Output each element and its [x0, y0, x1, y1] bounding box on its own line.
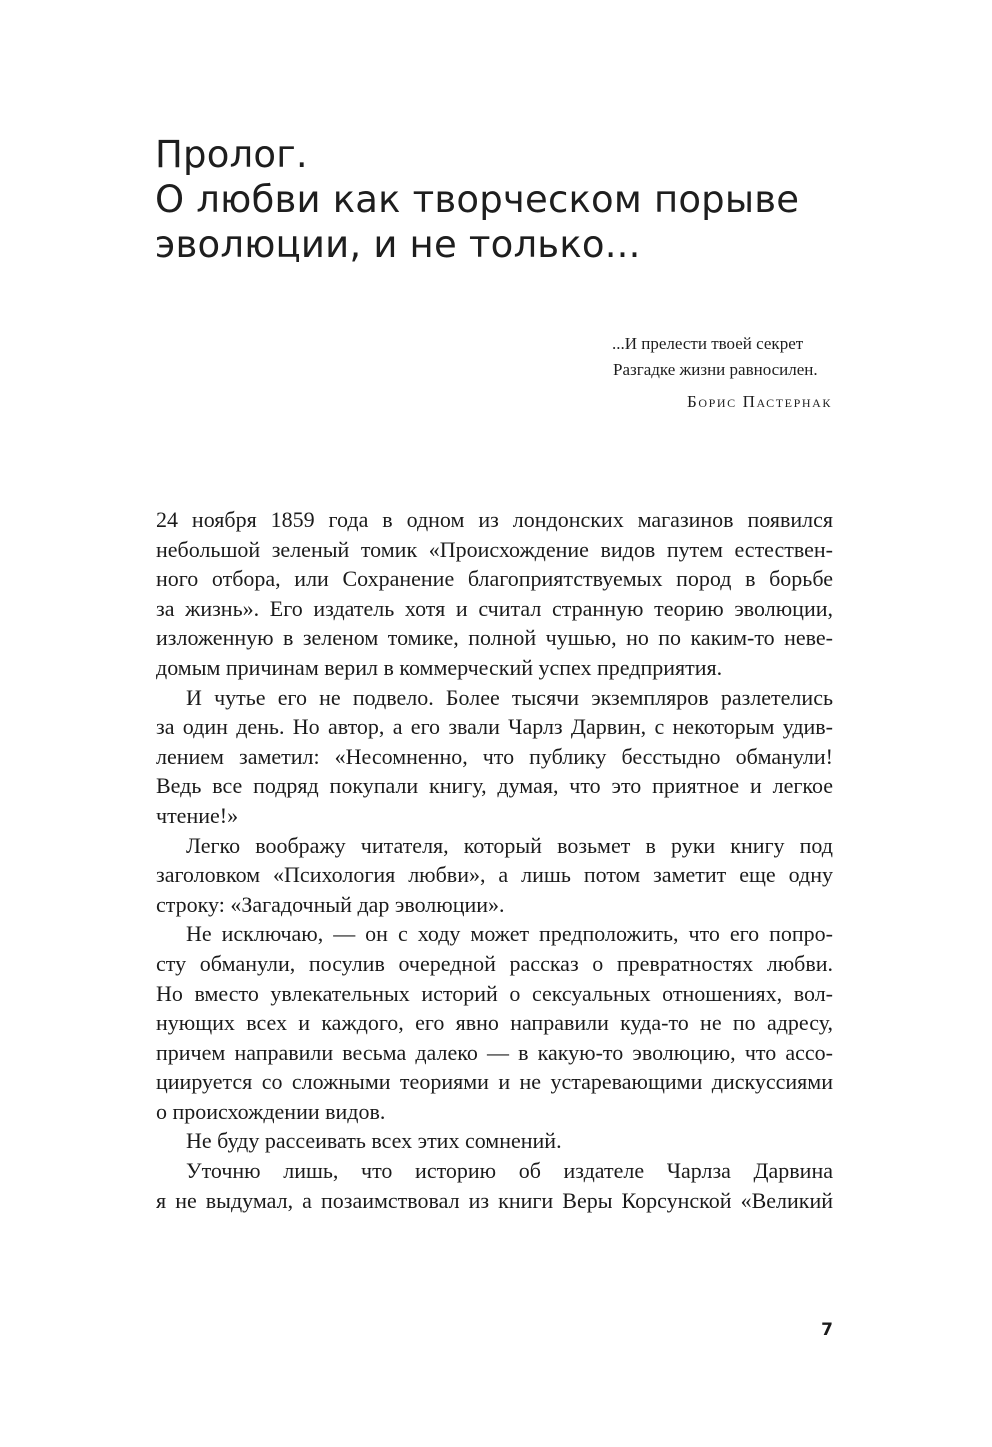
text-line: И чутье его не подвело. Более тысячи экземпляров разлетелись	[186, 684, 833, 710]
chapter-title-line: О любви как творческом порыве	[155, 178, 800, 221]
text-line: Легко воображу читателя, который возьмет в руки книгу под	[186, 832, 833, 858]
text-line: ного отбора, или Сохранение благоприятствуемых пород в борьбе	[156, 566, 833, 592]
epigraph-line: Разгадке жизни равносилен.	[613, 360, 818, 379]
text-line: о происхождении видов.	[156, 1098, 386, 1124]
text-line: чтение!»	[156, 802, 239, 828]
text-line: лением заметил: «Несомненно, что публику бесстыдно обманули!	[156, 743, 833, 769]
chapter-title	[155, 132, 855, 267]
chapter-title-line: эволюции, и не только...	[155, 223, 641, 266]
text-line: я не выдумал, а позаимствовал из книги Веры Корсунской «Великий	[156, 1187, 833, 1213]
text-line: изложенную в зеленом томике, полной чушью, но по каким-то неве-	[156, 625, 833, 651]
text-line: Уточню лишь, что историю об издателе Чарлза Дарвина	[186, 1158, 833, 1184]
text-line: домым причинам верил в коммерческий успех предприятия.	[156, 654, 723, 680]
epigraph-author: Борис Пастернак	[686, 392, 832, 411]
body-text	[156, 505, 833, 1215]
epigraph-line: ...И прелести твоей секрет	[612, 334, 804, 353]
text-line: причем направили весьма далеко — в какую-то эволюцию, что ассо-	[156, 1039, 833, 1065]
text-line: 24 ноября 1859 года в одном из лондонских магазинов появился	[156, 507, 833, 532]
page-number: 7	[821, 1320, 833, 1340]
text-line: небольшой зеленый томик «Происхождение видов путем естествен-	[156, 536, 833, 562]
text-line: строку: «Загадочный дар эволюции».	[156, 891, 505, 917]
text-line: Не исключаю, — он с ходу может предположить, что его попро-	[186, 921, 833, 947]
epigraph	[560, 331, 832, 415]
text-line: нующих всех и каждого, его явно направили куда-то не по адресу,	[156, 1010, 833, 1036]
text-line: Ведь все подряд покупали книгу, думая, что это приятное и легкое	[156, 773, 833, 799]
text-line: заголовком «Психология любви», а лишь потом заметит еще одну	[156, 862, 833, 888]
text-line: сту обманули, посулив очередной рассказ о превратностях любви.	[156, 950, 833, 976]
text-line: за один день. Но автор, а его звали Чарлз Дарвин, с некоторым удив-	[156, 714, 833, 740]
text-line: циируется со сложными теориями и не устаревающими дискуссиями	[156, 1069, 833, 1095]
chapter-title-line: Пролог.	[155, 133, 308, 176]
text-line: за жизнь». Его издатель хотя и считал странную теорию эволюции,	[156, 595, 833, 621]
text-line: Но вместо увлекательных историй о сексуальных отношениях, вол-	[156, 980, 833, 1006]
text-line: Не буду рассеивать всех этих сомнений.	[186, 1128, 562, 1154]
